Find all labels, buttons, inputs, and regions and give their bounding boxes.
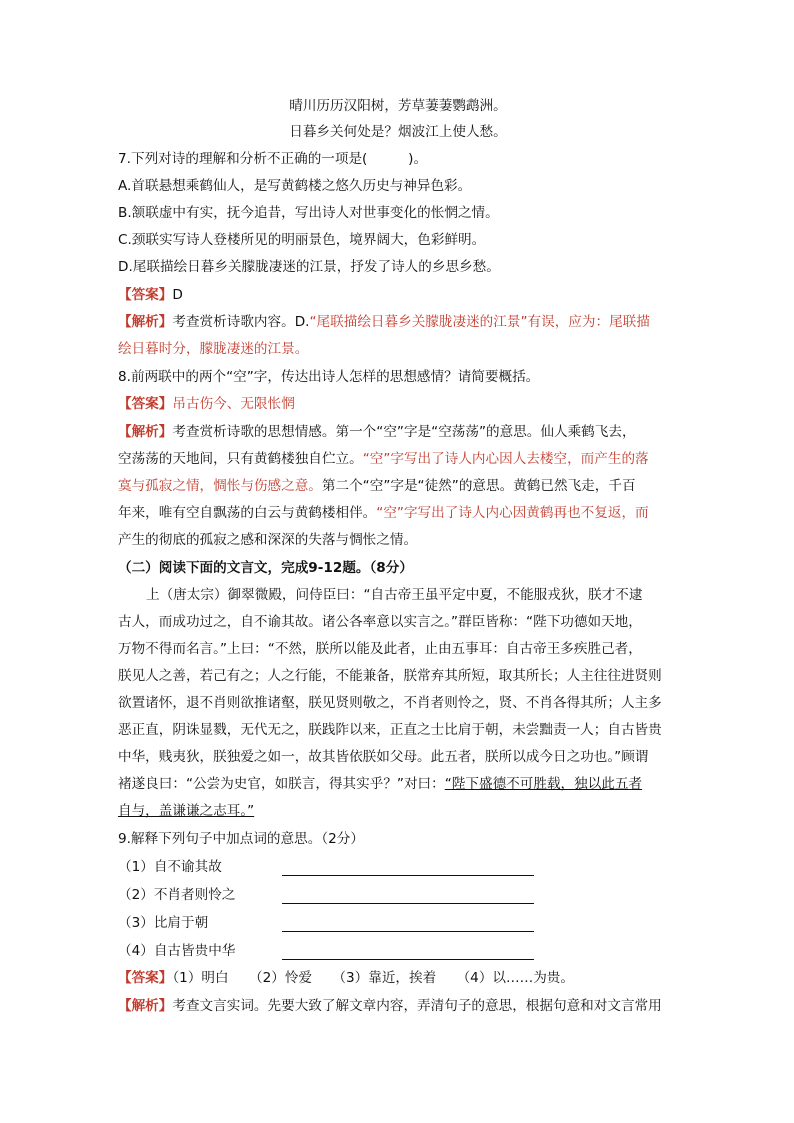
section-heading: （二）阅读下面的文言文，完成9-12题。（8分） <box>118 560 413 576</box>
poem-line-2: 日暮乡关何处是？烟波江上使人愁。 <box>289 124 507 140</box>
question-7-answer <box>118 284 678 306</box>
question-9-item-2: （2）不肖者则怜之 <box>118 887 236 903</box>
analysis-text: 考查赏析诗歌的思想情感。第一个“空”字是“空荡荡”的意思。仙人乘鹤飞去， <box>172 424 636 440</box>
answer-blank-2[interactable] <box>282 903 534 904</box>
question-7-analysis-line-1 <box>118 311 678 333</box>
analysis-text-highlight: “空”字写出了诗人内心因黄鹤再也不复返，而 <box>376 505 649 521</box>
question-8-answer <box>118 393 678 415</box>
question-7-option-b: B.颔联虚中有实，抚今追昔，写出诗人对世事变化的怅惘之情。 <box>118 205 499 221</box>
analysis-tag: 【解析】 <box>118 424 173 440</box>
analysis-tag: 【解析】 <box>118 998 173 1014</box>
answer-tag: 【答案】 <box>118 287 173 303</box>
question-8-analysis-line-4 <box>118 502 678 524</box>
passage-line-2: 古人，而成功过之，自不谕其故。诸公各率意以实言之。”群臣皆称：“陛下功德如天地， <box>118 614 642 630</box>
analysis-text-highlight: “空”字写出了诗人内心因人去楼空，而产生的落 <box>362 451 649 467</box>
question-7-option-a: A.首联悬想乘鹤仙人，是写黄鹤楼之悠久历史与神异色彩。 <box>118 178 472 194</box>
answer-tag: 【答案】 <box>118 970 173 986</box>
question-7-analysis-line-2: 绘日暮时分，朦胧凄迷的江景。 <box>118 341 309 357</box>
passage-text: 褚遂良曰：“公尝为史官，如朕言，得其实乎？”对曰： <box>118 776 445 792</box>
question-9-analysis <box>118 995 678 1017</box>
answer-blank-1[interactable] <box>282 875 534 876</box>
analysis-tag: 【解析】 <box>118 314 173 330</box>
passage-line-4: 朕见人之善，若己有之；人之行能，不能兼备，朕常弃其所短，取其所长；人主往往进贤则 <box>118 668 662 684</box>
question-7-option-d: D.尾联描绘日暮乡关朦胧凄迷的江景，抒发了诗人的乡思乡愁。 <box>118 259 500 275</box>
passage-line-3: 万物不得而名言。”上曰：“不然，朕所以能及此者，止由五事耳：自古帝王多疾胜己者， <box>118 641 642 657</box>
passage-line-8 <box>118 773 678 795</box>
analysis-text-highlight: “尾联描绘日暮乡关朦胧凄迷的江景”有误，应为：尾联描 <box>309 314 650 330</box>
analysis-text: 考查文言实词。先要大致了解文章内容，弄清句子的意思，根据句意和对文言常用 <box>172 998 662 1014</box>
answer-tag: 【答案】 <box>118 396 173 412</box>
passage-underlined-text: “陛下盛德不可胜载，独以此五者 <box>444 776 643 792</box>
passage-line-1: 上（唐太宗）御翠微殿，问侍臣曰：“自古帝王虽平定中夏，不能服戎狄，朕才不逮 <box>146 587 643 603</box>
answer-text: D <box>172 287 183 303</box>
question-7-option-c: C.颈联实写诗人登楼所见的明丽景色，境界阔大，色彩鲜明。 <box>118 232 486 248</box>
analysis-text-highlight: 寞与孤寂之情，惆怅与伤感之意。 <box>118 478 322 494</box>
answer-text: 吊古伤今、无限怅惘 <box>172 396 295 412</box>
answer-text: （1）明白 （2）怜爱 （3）靠近，挨着 （4）以……为贵。 <box>172 970 574 986</box>
question-8-analysis-line-3 <box>118 475 678 497</box>
passage-line-9: 自与，盖谦谦之志耳。” <box>118 803 255 819</box>
analysis-text: 空荡荡的天地间，只有黄鹤楼独自伫立。 <box>118 451 363 467</box>
passage-line-5: 欲置诸怀，退不肖则欲推诸壑，朕见贤则敬之，不肖者则怜之，贤、不肖各得其所；人主多 <box>118 695 662 711</box>
question-8-analysis-line-5: 产生的彻底的孤寂之感和深深的失落与惆怅之情。 <box>118 532 418 548</box>
question-9-item-3: （3）比肩于朝 <box>118 915 209 931</box>
question-9-item-1: （1）自不谕其故 <box>118 859 222 875</box>
question-9-stem: 9.解释下列句子中加点词的意思。（2分） <box>118 831 364 847</box>
answer-blank-4[interactable] <box>282 959 534 960</box>
analysis-text: 年来，唯有空自飘荡的白云与黄鹤楼相伴。 <box>118 505 377 521</box>
analysis-text: 考查赏析诗歌内容。D. <box>172 314 310 330</box>
answer-blank-3[interactable] <box>282 931 534 932</box>
poem-line-1: 晴川历历汉阳树，芳草萋萋鹦鹉洲。 <box>289 98 507 114</box>
analysis-text: 第二个“空”字是“徒然”的意思。黄鹤已然飞走，千百 <box>321 478 636 494</box>
question-9-answer <box>118 967 678 989</box>
question-8-analysis-line-2 <box>118 448 678 470</box>
passage-line-6: 恶正直，阴诛显戮，无代无之，朕践阼以来，正直之士比肩于朝，未尝黜责一人；自古皆贵 <box>118 722 662 738</box>
question-8-analysis-line-1 <box>118 421 678 443</box>
question-9-item-4: （4）自古皆贵中华 <box>118 943 236 959</box>
question-8-stem: 8.前两联中的两个“空”字，传达出诗人怎样的思想感情？请简要概括。 <box>118 369 540 385</box>
question-7-stem: 7.下列对诗的理解和分析不正确的一项是( )。 <box>118 151 428 167</box>
passage-line-7: 中华，贱夷狄，朕独爱之如一，故其皆依朕如父母。此五者，朕所以成今日之功也。”顾谓 <box>118 749 649 765</box>
